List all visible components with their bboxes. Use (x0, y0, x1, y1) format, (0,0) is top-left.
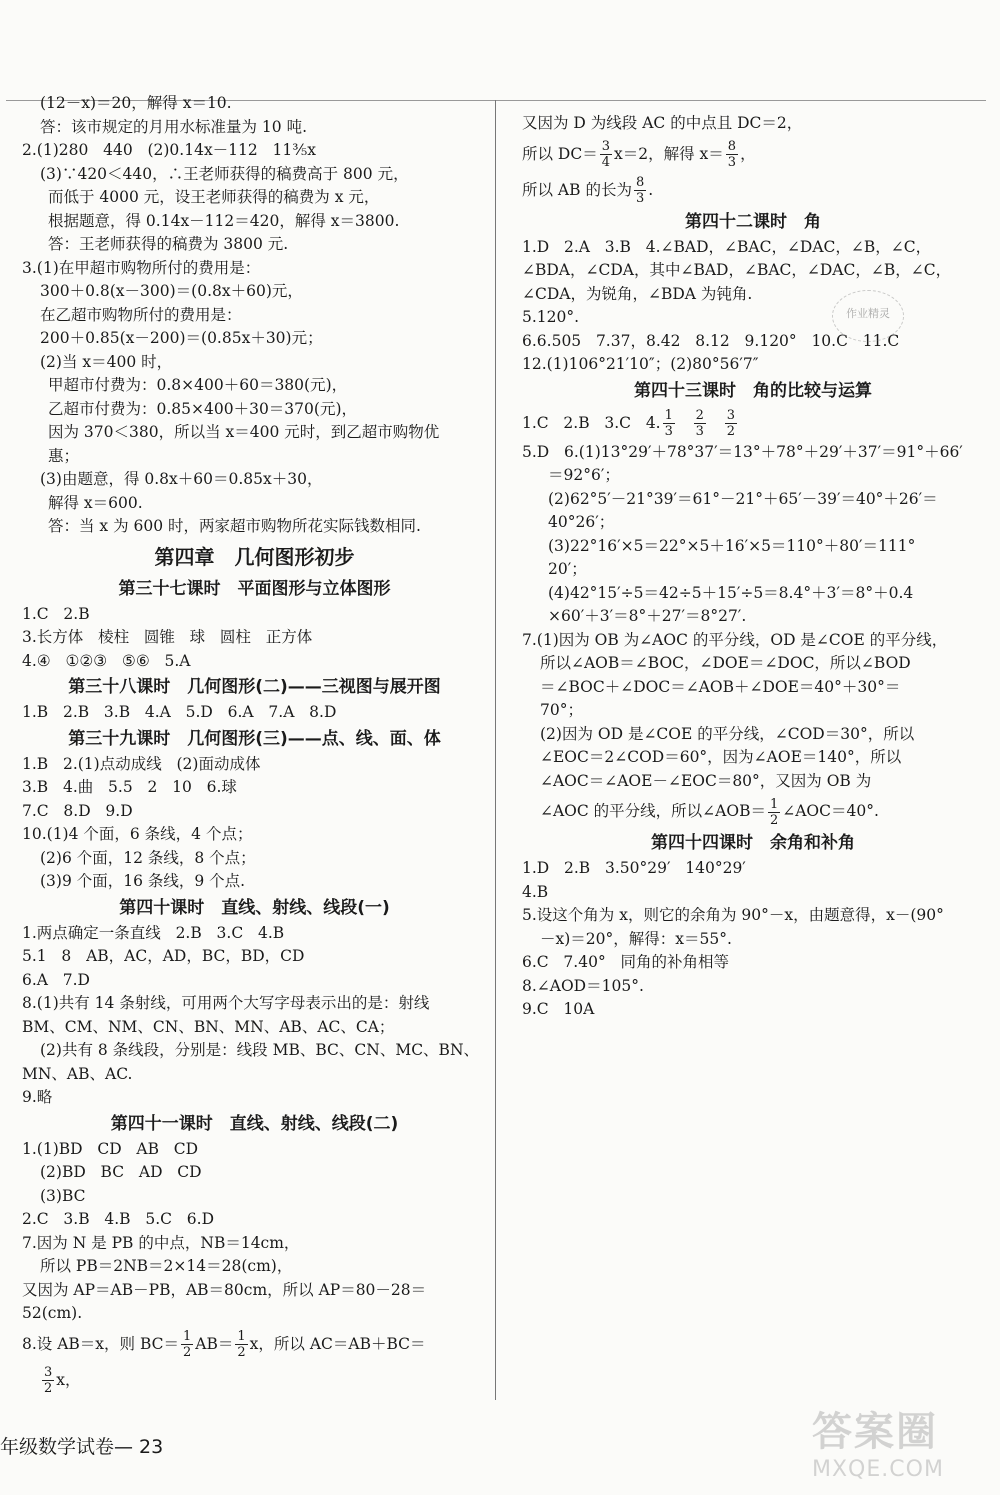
stamp-text: 作业精灵 (846, 307, 890, 320)
text-line: (2)6 个面，12 条线，8 个点； (40, 848, 256, 867)
text-line: 3.B 4.曲 5.5 2 10 6.球 (22, 778, 237, 796)
text-line: 5.设这个角为 x，则它的余角为 90°－x，由题意得，x－(90° (522, 906, 944, 924)
numerator: 1 (237, 1329, 246, 1344)
fraction (663, 408, 675, 439)
text-line: 1.B 2.B 3.B 4.A 5.D 6.A 7.A 8.D (22, 703, 337, 721)
text-line: (2)当 x＝400 时， (40, 352, 173, 371)
watermark-sub: MXQE.COM (812, 1457, 944, 1482)
text-line: (3)BC (40, 1186, 86, 1205)
text-span: AB＝ (195, 1334, 234, 1353)
section-title: 第三十九课时 几何图形(三)——点、线、面、体 (68, 728, 441, 749)
math-line (522, 793, 984, 829)
text-line: BM、CM、NM、CN、BN、MN、AB、AC、CA； (22, 1017, 395, 1036)
text-line: 8.(1)共有 14 条射线，可用两个大写字母表示出的是：射线 (22, 994, 430, 1012)
text-line: 2.C 3.B 4.B 5.C 6.D (22, 1210, 214, 1228)
text-line: 又因为 D 为线段 AC 的中点且 DC＝2， (522, 114, 803, 132)
text-line: 解得 x＝600. (48, 493, 143, 512)
text-line: 5.1 8 AB，AC，AD，BC，BD，CD (22, 947, 305, 965)
section-title: 第四十三课时 角的比较与运算 (634, 380, 872, 401)
text-line: (3)9 个面，16 条线，9 个点. (40, 872, 246, 890)
text-line: 1.两点确定一条直线 2.B 3.C 4.B (22, 923, 285, 942)
text-line: 5.D 6.(1)13°29′＋78°37′＝13°＋78°＋29′＋37′＝91°＋66′ (522, 442, 963, 461)
text-line: 答：王老师获得的稿费为 3800 元. (48, 235, 289, 253)
text-line: 1.C 2.B (22, 604, 90, 623)
text-line: (2)62°5′－21°39′＝61°－21°＋65′－39′＝40°＋26′＝ (548, 489, 938, 508)
text-span: x， (56, 1370, 81, 1389)
fraction (235, 1329, 247, 1360)
text-span: ∠AOC 的平分线，所以∠AOB＝ (540, 802, 766, 820)
text-line: (3)22°16′×5＝22°×5＋16′×5＝110°＋80′＝111° (548, 536, 916, 555)
section-title: 第四十一课时 直线、射线、线段(二) (110, 1113, 399, 1134)
text-line: －x)＝20°，解得：x＝55°. (540, 929, 732, 948)
text-span: 所以 DC＝ (522, 144, 598, 163)
text-line: 根据题意，得 0.14x－112＝420，解得 x＝3800. (48, 211, 400, 230)
math-line (22, 1326, 487, 1362)
text-line: 答：该市规定的月用水标准量为 10 吨. (40, 117, 308, 136)
text-line: 惠； (48, 446, 80, 465)
text-line: ＝∠BOC＋∠DOC＝∠AOB＋∠DOE＝40°＋30°＝ (540, 677, 901, 696)
section-title: 第四十二课时 角 (685, 211, 821, 232)
watermark-main: 答案圈 (812, 1409, 938, 1455)
section-title: 第三十八课时 几何图形(二)——三视图与展开图 (68, 677, 441, 697)
numerator: 3 (726, 408, 736, 423)
fraction (634, 175, 646, 206)
text-line: 6.C 7.40° 同角的补角相等 (522, 953, 729, 971)
text-line: 1.D 2.B 3.50°29′ 140°29′ (522, 859, 746, 877)
right-column (522, 112, 984, 1022)
text-line: 1.(1)BD CD AB CD (22, 1139, 199, 1158)
text-line: 200＋0.85(x－200)＝(0.85x＋30)元； (40, 329, 323, 347)
text-line: ＝92°6′； (548, 466, 620, 484)
denominator: 3 (635, 191, 645, 206)
text-line: 3.(1)在甲超市购物所付的费用是： (22, 258, 261, 277)
watermark-logo (812, 1400, 992, 1490)
text-line: 而低于 4000 元，设王老师获得的稿费为 x 元， (48, 188, 380, 206)
text-line: 所以 PB＝2NB＝2×14＝28(cm)， (40, 1257, 293, 1275)
column-divider (495, 100, 496, 1400)
text-line: 9.略 (22, 1088, 53, 1106)
text-line: 70°； (540, 701, 583, 719)
text-span: x，所以 AC＝AB＋BC＝ (249, 1334, 426, 1353)
text-line: 4.B (522, 882, 549, 901)
denominator: 2 (183, 1345, 192, 1360)
text-line: 因为 370＜380，所以当 x＝400 元时，到乙超市购物优 (48, 423, 440, 441)
numerator: 2 (695, 408, 704, 423)
top-answers (22, 92, 487, 539)
text-span: 8.设 AB＝x，则 BC＝ (22, 1334, 180, 1353)
math-line (522, 405, 984, 441)
text-line: (4)42°15′÷5＝42÷5＋15′÷5＝8.4°＋3′＝8°＋0.4 (548, 583, 914, 602)
math-line (522, 136, 984, 172)
section-title: 第四十四课时 余角和补角 (651, 833, 855, 853)
text-line: (12－x)＝20，解得 x＝10. (40, 94, 232, 112)
fraction (42, 1365, 54, 1396)
fraction (181, 1329, 193, 1360)
text-line: 20′； (548, 560, 587, 578)
math-line (522, 172, 984, 208)
denominator: 2 (44, 1381, 53, 1396)
numerator: 3 (601, 139, 610, 154)
text-line: 3.长方体 棱柱 圆锥 球 圆柱 正方体 (22, 628, 313, 646)
denominator: 2 (237, 1345, 246, 1360)
text-line: 又因为 AP＝AB－PB，AB＝80cm，所以 AP＝80－28＝ (22, 1280, 427, 1299)
text-line: (2)BD BC AD CD (40, 1163, 202, 1181)
text-line: 7.(1)因为 OB 为∠AOC 的平分线，OD 是∠COE 的平分线， (522, 630, 948, 649)
fraction (694, 408, 706, 439)
denominator: 2 (726, 424, 736, 439)
text-line: 2.(1)280 440 (2)0.14x－112 11⅗x (22, 141, 317, 159)
chapter-title: 第四章 几何图形初步 (154, 544, 355, 569)
math-line (22, 1362, 487, 1398)
text-line: 8.∠AOD＝105°. (522, 976, 644, 995)
text-line: ∠EOC＝2∠COD＝60°，因为∠AOE＝140°，所以 (540, 748, 902, 766)
text-span: 所以 AB 的长为 (522, 180, 632, 199)
numerator: 1 (664, 408, 673, 423)
text-line: ∠AOC＝∠AOE－∠EOC＝80°，又因为 OB 为 (540, 771, 872, 790)
left-column (22, 92, 487, 1398)
denominator: 2 (769, 812, 779, 828)
text-line: 4.④ ①②③ ⑤⑥ 5.A (22, 651, 191, 670)
text-line: ∠BDA，∠CDA，其中∠BAD，∠BAC，∠DAC，∠B，∠C， (522, 261, 952, 279)
numerator: 1 (183, 1329, 192, 1344)
text-line: 甲超市付费为：0.8×400＋60＝380(元)， (48, 376, 348, 394)
numerator: 8 (635, 175, 645, 190)
text-line: 5.120°. (522, 308, 580, 326)
fraction (725, 408, 737, 439)
denominator: 3 (664, 424, 673, 439)
page-footer: 年级数学试卷— 23 (0, 1436, 164, 1458)
text-line: 7.C 8.D 9.D (22, 801, 133, 820)
text-line: 答：当 x 为 600 时，两家超市购物所花实际钱数相同. (48, 517, 421, 535)
stamp-logo (832, 290, 904, 342)
text-line: (3)∵420＜440，∴王老师获得的稿费高于 800 元， (40, 164, 409, 183)
text-span: ， (740, 144, 756, 163)
text-line: 52(cm). (22, 1304, 83, 1322)
fraction (600, 139, 612, 170)
denominator: 4 (601, 155, 610, 170)
denominator: 3 (727, 155, 737, 170)
text-line: 乙超市付费为：0.85×400＋30＝370(元)， (48, 399, 357, 418)
fraction (726, 139, 738, 170)
text-line: 在乙超市购物所付的费用是： (40, 305, 242, 324)
text-line: 12.(1)106°21′10″；(2)80°56′7″ (522, 355, 759, 373)
text-line: 1.D 2.A 3.B 4.∠BAD，∠BAC，∠DAC，∠B，∠C， (522, 237, 932, 256)
text-line: 6.A 7.D (22, 970, 90, 989)
numerator: 8 (727, 139, 737, 154)
section-title: 第四十课时 直线、射线、线段(一) (119, 897, 390, 918)
text-span: 1.C 2.B 3.C 4. (522, 413, 661, 432)
numerator: 1 (769, 796, 779, 812)
text-line: ∠CDA，为锐角，∠BDA 为钝角. (522, 284, 753, 303)
text-line: MN、AB、AC. (22, 1064, 133, 1083)
text-span: x＝2，解得 x＝ (614, 144, 724, 163)
text-line: 7.因为 N 是 PB 的中点，NB＝14cm， (22, 1233, 300, 1252)
text-line: (2)共有 8 条线段，分别是：线段 MB、BC、CN、MC、BN、 (40, 1041, 480, 1059)
text-line: (2)因为 OD 是∠COE 的平分线，∠COD＝30°，所以 (540, 724, 915, 743)
text-line: 9.C 10A (522, 1000, 595, 1018)
text-line: 10.(1)4 个面，6 条线，4 个点； (22, 825, 253, 843)
text-line: 300＋0.8(x－300)＝(0.8x＋60)元， (40, 282, 303, 300)
numerator: 3 (44, 1365, 53, 1380)
section-title: 第三十七课时 平面图形与立体图形 (118, 578, 391, 599)
text-line: (3)由题意，得 0.8x＋60＝0.85x＋30， (40, 470, 323, 488)
text-line: ×60′＋3′＝8°＋27′＝8°27′. (548, 607, 747, 625)
text-span: . (648, 180, 654, 199)
fraction (768, 797, 780, 828)
text-line: 1.B 2.(1)点动成线 (2)面动成体 (22, 754, 261, 773)
text-line: 6.6.505 7.37，8.42 8.12 9.120° 10.C 11.C (522, 331, 900, 350)
text-line: 所以∠AOB＝∠BOC，∠DOE＝∠DOC，所以∠BOD (540, 654, 911, 672)
denominator: 3 (695, 424, 704, 439)
text-span: ∠AOC＝40°. (782, 802, 879, 820)
text-line: 40°26′； (548, 513, 615, 531)
